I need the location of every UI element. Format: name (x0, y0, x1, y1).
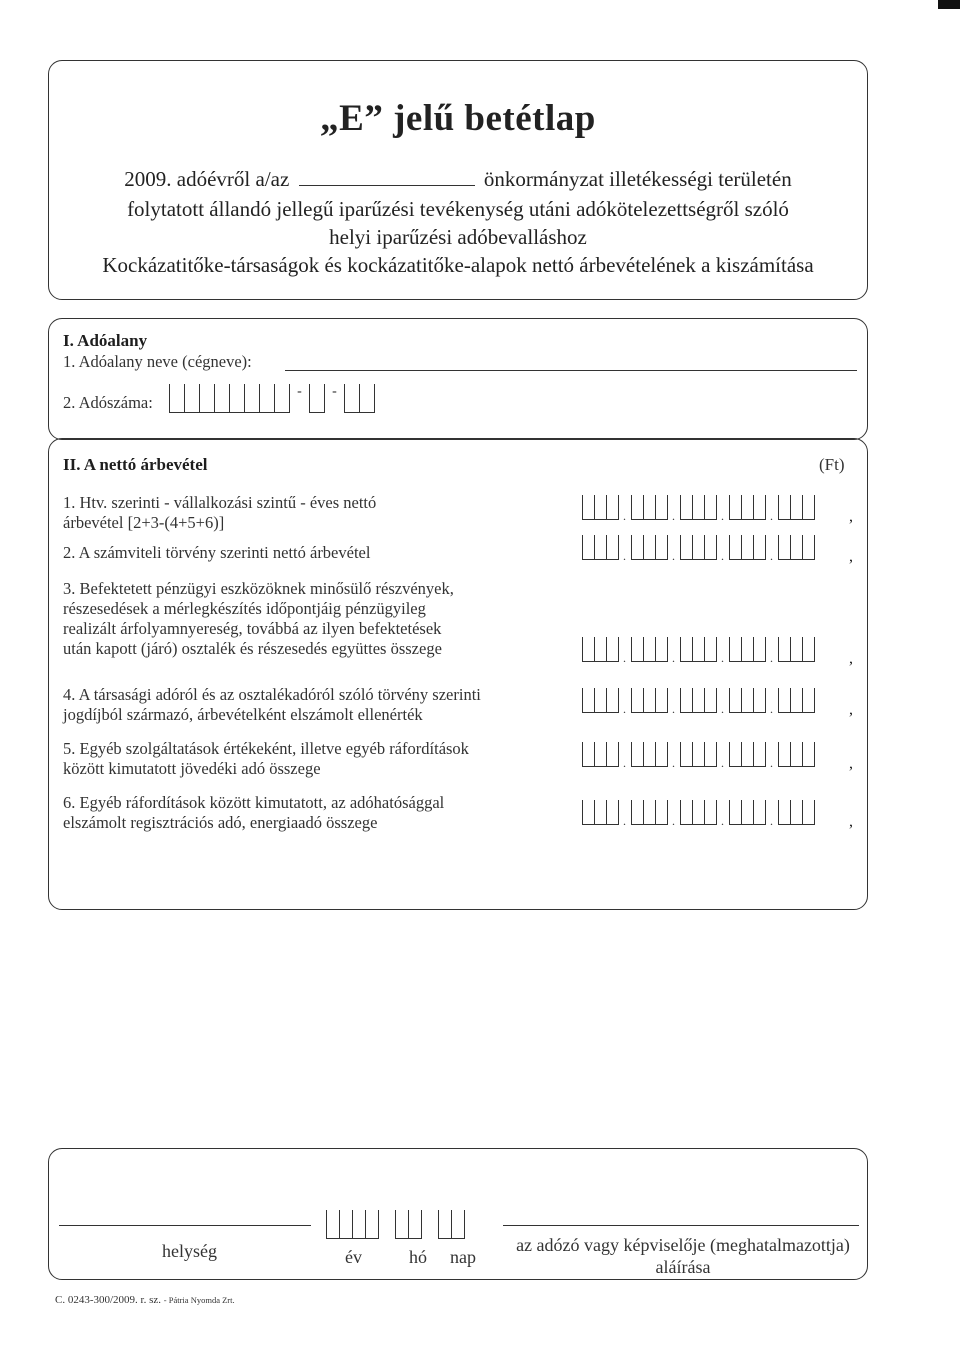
revenue-item-3-label-line-4: után kapott (járó) osztalék és részesedés együttes összege (63, 639, 442, 658)
month-cells[interactable] (395, 1210, 422, 1239)
tax-number-dash: - (332, 384, 337, 399)
header-line-3: helyi iparűzési adóbevalláshoz (329, 225, 587, 249)
revenue-item-2-label-line-1: 2. A számviteli törvény szerinti nettó árbevétel (63, 543, 371, 562)
revenue-item-2-amount-field[interactable] (582, 536, 815, 560)
place-label: helység (162, 1241, 217, 1261)
tax-number-group-2[interactable] (309, 384, 325, 413)
amount-cell-group[interactable] (729, 637, 766, 662)
amount-cell-group[interactable] (778, 742, 815, 767)
amount-cell-group[interactable] (680, 535, 717, 560)
revenue-item-5-label-line-1: 5. Egyéb szolgáltatások értékeként, illetve egyéb ráfordítások (63, 739, 469, 758)
amount-cell-group[interactable] (631, 495, 668, 520)
revenue-item-6-comma: , (849, 813, 853, 830)
signature-field[interactable] (503, 1225, 859, 1226)
amount-cell-group[interactable] (582, 535, 619, 560)
signer-label-line-1: az adózó vagy képviselője (meghatalmazottja) (516, 1235, 850, 1255)
amount-cell-group[interactable] (680, 742, 717, 767)
revenue-item-6-label-line-1: 6. Egyéb ráfordítások között kimutatott, az adóhatósággal (63, 793, 445, 812)
revenue-section-title: II. A nettó árbevétel (63, 455, 208, 474)
revenue-item-4-amount-field[interactable] (582, 689, 815, 713)
amount-cell-group[interactable] (778, 688, 815, 713)
revenue-item-3-label-line-2: részesedések a mérlegkészítés időpontjáig pénzügyileg (63, 599, 426, 618)
form-code: C. 0243-300/2009. r. sz. (55, 1294, 162, 1306)
header-line-1-suffix: önkormányzat illetékességi területén (483, 167, 792, 191)
amount-cell-group[interactable] (729, 535, 766, 560)
revenue-item-1-amount-field[interactable] (582, 496, 815, 520)
header-line-4: Kockázatitőke-társaságok és kockázatitőke-alapok nettó árbevételének a kiszámítása (102, 253, 814, 277)
revenue-item-4-comma: , (849, 701, 853, 718)
revenue-item-6-amount-field[interactable] (582, 801, 815, 825)
amount-cell-group[interactable] (680, 637, 717, 662)
header-line-1-prefix: 2009. adóévről a/az (124, 167, 290, 191)
revenue-item-4-label-line-1: 4. A társasági adóról és az osztalékadóról szóló törvény szerinti (63, 685, 481, 704)
amount-cell-group[interactable] (631, 688, 668, 713)
header-box (48, 60, 868, 300)
tax-number-group-3[interactable] (344, 384, 375, 413)
day-label: nap (450, 1247, 476, 1267)
revenue-item-1-comma: , (849, 508, 853, 525)
amount-cell-group[interactable] (778, 800, 815, 825)
amount-cell-group[interactable] (582, 742, 619, 767)
amount-cell-group[interactable] (631, 742, 668, 767)
revenue-item-1-label-line-2: árbevétel [2+3-(4+5+6)] (63, 513, 225, 532)
amount-cell-group[interactable] (729, 495, 766, 520)
revenue-section (48, 438, 868, 910)
place-field[interactable] (59, 1225, 311, 1226)
taxpayer-name-field[interactable] (285, 370, 857, 371)
unit-label: (Ft) (819, 455, 845, 474)
corner-mark (938, 0, 960, 9)
amount-cell-group[interactable] (778, 535, 815, 560)
printer-name: - Pátria Nyomda Zrt. (163, 1295, 235, 1305)
signer-label-line-2: aláírása (655, 1257, 711, 1277)
tax-number-group-1[interactable] (169, 384, 290, 413)
amount-cell-group[interactable] (680, 800, 717, 825)
revenue-item-2-comma: , (849, 548, 853, 565)
amount-cell-group[interactable] (680, 495, 717, 520)
revenue-item-5-comma: , (849, 755, 853, 772)
signature-section (48, 1148, 868, 1280)
revenue-item-3-comma: , (849, 650, 853, 667)
amount-cell-group[interactable] (729, 800, 766, 825)
taxpayer-section-title: I. Adóalany (63, 331, 148, 350)
revenue-item-4-label-line-2: jogdíjból származó, árbevételként elszámolt ellenérték (63, 705, 423, 724)
tax-number-dash: - (297, 384, 302, 399)
amount-cell-group[interactable] (631, 800, 668, 825)
revenue-item-3-label-line-3: realizált árfolyamnyereség, továbbá az ilyen befektetések (63, 619, 442, 638)
form-title: „E” jelű betétlap (320, 98, 596, 139)
revenue-item-5-amount-field[interactable] (582, 743, 815, 767)
revenue-item-3-amount-field[interactable] (582, 638, 815, 662)
form-footer (55, 1294, 235, 1306)
year-label: év (345, 1247, 362, 1267)
header-line-1 (49, 167, 867, 192)
revenue-item-6-label-line-2: elszámolt regisztrációs adó, energiaadó összege (63, 813, 378, 832)
revenue-item-1-label-line-1: 1. Htv. szerinti - vállalkozási szintű - éves nettó (63, 493, 377, 512)
amount-cell-group[interactable] (680, 688, 717, 713)
year-cells[interactable] (326, 1210, 379, 1239)
tax-number-label: 2. Adószáma: (63, 393, 153, 412)
header-line-2: folytatott állandó jellegű iparűzési tevékenység utáni adókötelezettségről szóló (127, 197, 789, 221)
amount-cell-group[interactable] (729, 688, 766, 713)
amount-cell-group[interactable] (778, 637, 815, 662)
amount-cell-group[interactable] (582, 637, 619, 662)
tax-number-field[interactable] (169, 385, 375, 413)
taxpayer-section (48, 318, 868, 440)
month-label: hó (409, 1247, 427, 1267)
amount-cell-group[interactable] (582, 495, 619, 520)
amount-cell-group[interactable] (631, 637, 668, 662)
date-field[interactable] (326, 1211, 465, 1239)
amount-cell-group[interactable] (631, 535, 668, 560)
revenue-item-5-label-line-2: között kimutatott jövedéki adó összege (63, 759, 321, 778)
day-cells[interactable] (438, 1210, 465, 1239)
amount-cell-group[interactable] (582, 688, 619, 713)
amount-cell-group[interactable] (778, 495, 815, 520)
municipality-field[interactable] (299, 167, 475, 186)
amount-cell-group[interactable] (729, 742, 766, 767)
amount-cell-group[interactable] (582, 800, 619, 825)
taxpayer-name-label: 1. Adóalany neve (cégneve): (63, 352, 252, 371)
revenue-item-3-label-line-1: 3. Befektetett pénzügyi eszközöknek minősülő részvények, (63, 579, 454, 598)
